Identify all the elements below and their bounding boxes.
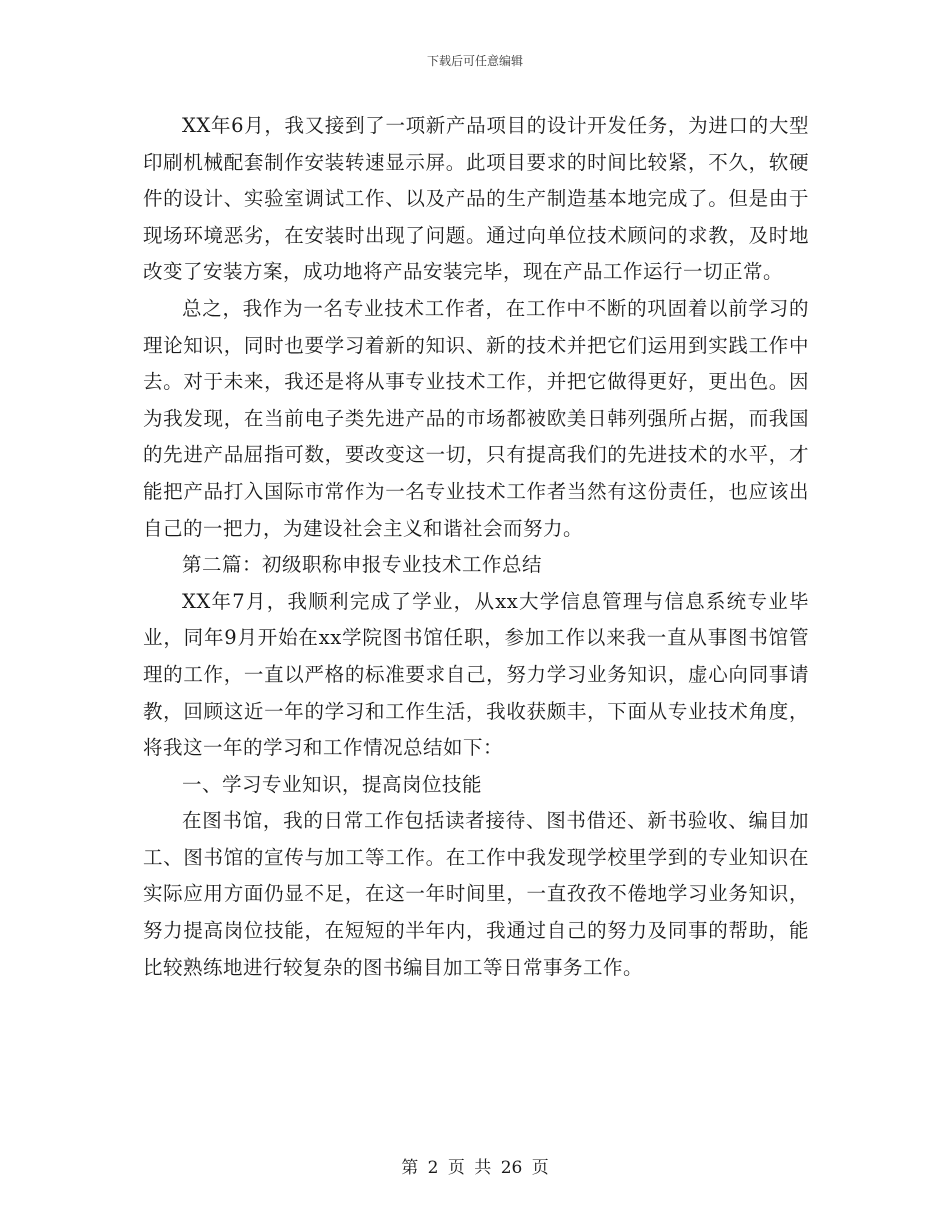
document-body [143, 108, 809, 986]
subheading-learning-skills: 一、学习专业知识，提高岗位技能 [182, 772, 483, 796]
paragraph-project-display: XX年6月，我又接到了一项新产品项目的设计开发任务，为进口的大型印刷机械配套制作安装转速显示屏。此项目要求的时间比较紧，不久，软硬件的设计、实验室调试工作、以及产品的生产制造基本地完成了。但是由于现场环境恶劣，在安装时出现了问题。通过向单位技术顾问的求教，及时地改变了安装方案，成功地将产品安装完毕，现在产品工作运行一切正常。 [143, 114, 809, 284]
paragraph-graduation: XX年7月，我顺利完成了学业，从xx大学信息管理与信息系统专业毕业，同年9月开始在xx学院图书馆任职，参加工作以来我一直从事图书馆管理的工作，一直以严格的标准要求自己，努力学习业务知识，虚心向同事请教，回顾这近一年的学习和工作生活，我收获颇丰，下面从专业技术角度，将我这一年的学习和工作情况总结如下： [143, 589, 809, 760]
page-header-note: 下载后可任意编辑 [426, 54, 523, 68]
section-title-part-two: 第二篇：初级职称申报专业技术工作总结 [182, 553, 543, 577]
paragraph-library-work: 在图书馆，我的日常工作包括读者接待、图书借还、新书验收、编目加工、图书馆的宣传与加工等工作。在工作中我发现学校里学到的专业知识在实际应用方面仍显不足，在这一年时间里，一直孜孜不倦地学习业务知识，努力提高岗位技能，在短短的半年内，我通过自己的努力及同事的帮助，能比较熟练地进行较复杂的图书编目加工等日常事务工作。 [143, 809, 809, 979]
page-number-footer: 第 2 页 共 26 页 [401, 1158, 549, 1178]
paragraph-conclusion: 总之，我作为一名专业技术工作者，在工作中不断的巩固着以前学习的理论知识，同时也要学习着新的知识、新的技术并把它们运用到实践工作中去。对于未来，我还是将从事专业技术工作，并把它做得更好，更出色。因为我发现，在当前电子类先进产品的市场都被欧美日韩列强所占据，而我国的先进产品屈指可数，要改变这一切，只有提高我们的先进技术的水平，才能把产品打入国际市常作为一名专业技术工作者当然有这份责任，也应该出自己的一把力，为建设社会主义和谐社会而努力。 [143, 296, 809, 540]
